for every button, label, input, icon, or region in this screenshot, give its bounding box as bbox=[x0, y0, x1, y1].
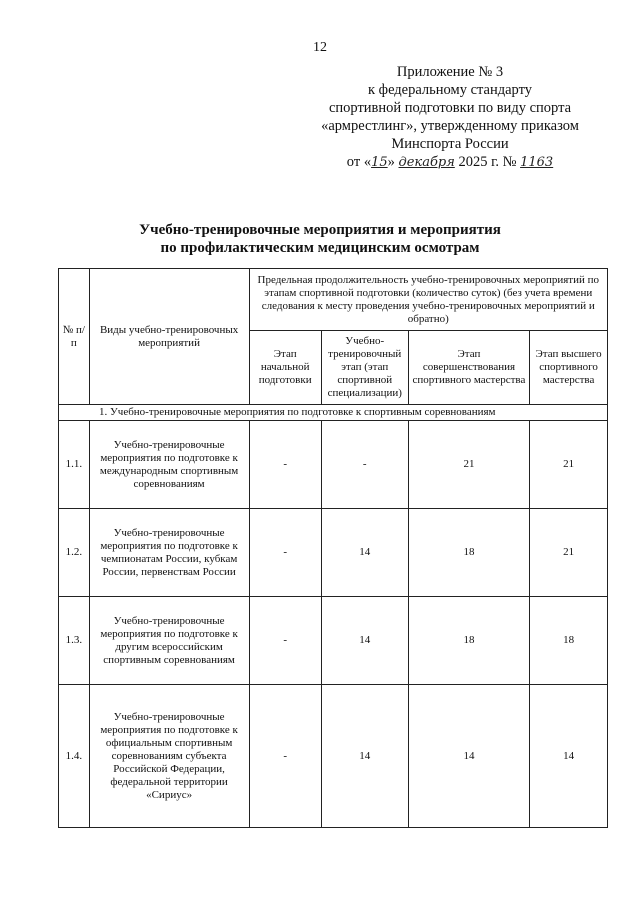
row-kind: Учебно-тренировочные мероприятия по подготовке к другим всероссийским спортивным соревнованиям bbox=[89, 597, 249, 685]
row-value: - bbox=[249, 421, 321, 509]
header-stage-initial: Этап начальной подготовки bbox=[249, 331, 321, 405]
row-num: 1.2. bbox=[59, 509, 90, 597]
header-duration: Предельная продолжительность учебно-тренировочных мероприятий по этапам спортивной подготовки (количество суток) (без учета времени следования к месту проведения учебно-тренировочных мероприятий и обратно) bbox=[249, 269, 607, 331]
row-value: - bbox=[249, 685, 321, 828]
header-stage-training: Учебно-тренировочный этап (этап спортивной специализации) bbox=[321, 331, 408, 405]
date-year: 2025 г. № bbox=[454, 154, 521, 170]
row-value: 14 bbox=[321, 509, 408, 597]
row-value: - bbox=[249, 597, 321, 685]
row-value: 18 bbox=[408, 509, 530, 597]
row-value: 18 bbox=[408, 597, 530, 685]
title-line-1: Учебно-тренировочные мероприятия и мероприятия bbox=[139, 222, 501, 238]
appendix-line-3: спортивной подготовки по виду спорта bbox=[328, 100, 572, 116]
row-kind: Учебно-тренировочные мероприятия по подготовке к официальным спортивным соревнованиям субъекта Российской Федерации, федеральной территории «Сириус» bbox=[89, 685, 249, 828]
page-number: 12 bbox=[313, 40, 327, 55]
row-kind: Учебно-тренировочные мероприятия по подготовке к чемпионатам России, кубкам России, первенствам России bbox=[89, 509, 249, 597]
appendix-line-1: Приложение № 3 bbox=[396, 64, 504, 80]
date-day: 15 bbox=[371, 155, 388, 170]
row-num: 1.1. bbox=[59, 421, 90, 509]
row-value: 21 bbox=[530, 509, 608, 597]
appendix-line-4: «армрестлинг», утвержденному приказом bbox=[321, 118, 579, 134]
row-value: - bbox=[321, 421, 408, 509]
date-mid: » bbox=[387, 154, 399, 170]
row-value: 21 bbox=[408, 421, 530, 509]
row-num: 1.3. bbox=[59, 597, 90, 685]
date-month: декабря bbox=[398, 155, 455, 170]
order-number: 1163 bbox=[520, 155, 554, 170]
header-kind: Виды учебно-тренировочных мероприятий bbox=[89, 269, 249, 405]
row-value: 14 bbox=[321, 597, 408, 685]
row-value: 14 bbox=[408, 685, 530, 828]
appendix-line-5: Минспорта России bbox=[391, 136, 509, 152]
row-value: 21 bbox=[530, 421, 608, 509]
document-title bbox=[0, 221, 640, 257]
row-value: 14 bbox=[321, 685, 408, 828]
date-prefix: от « bbox=[346, 154, 372, 170]
header-stage-improvement: Этап совершенствования спортивного мастерства bbox=[408, 331, 530, 405]
row-value: 14 bbox=[530, 685, 608, 828]
appendix-block bbox=[300, 63, 600, 172]
table-row bbox=[59, 509, 608, 597]
section-heading: 1. Учебно-тренировочные мероприятия по подготовке к спортивным соревнованиям bbox=[59, 405, 608, 421]
table-row bbox=[59, 597, 608, 685]
title-line-2: по профилактическим медицинским осмотрам bbox=[160, 240, 480, 256]
row-value: 18 bbox=[530, 597, 608, 685]
appendix-line-2: к федеральному стандарту bbox=[368, 82, 532, 98]
appendix-date-line bbox=[300, 153, 600, 172]
row-value: - bbox=[249, 509, 321, 597]
header-stage-highest: Этап высшего спортивного мастерства bbox=[530, 331, 608, 405]
row-kind: Учебно-тренировочные мероприятия по подготовке к международным спортивным соревнованиям bbox=[89, 421, 249, 509]
table-row bbox=[59, 685, 608, 828]
row-num: 1.4. bbox=[59, 685, 90, 828]
events-table bbox=[58, 268, 608, 828]
table-row bbox=[59, 421, 608, 509]
header-num: № п/п bbox=[59, 269, 90, 405]
